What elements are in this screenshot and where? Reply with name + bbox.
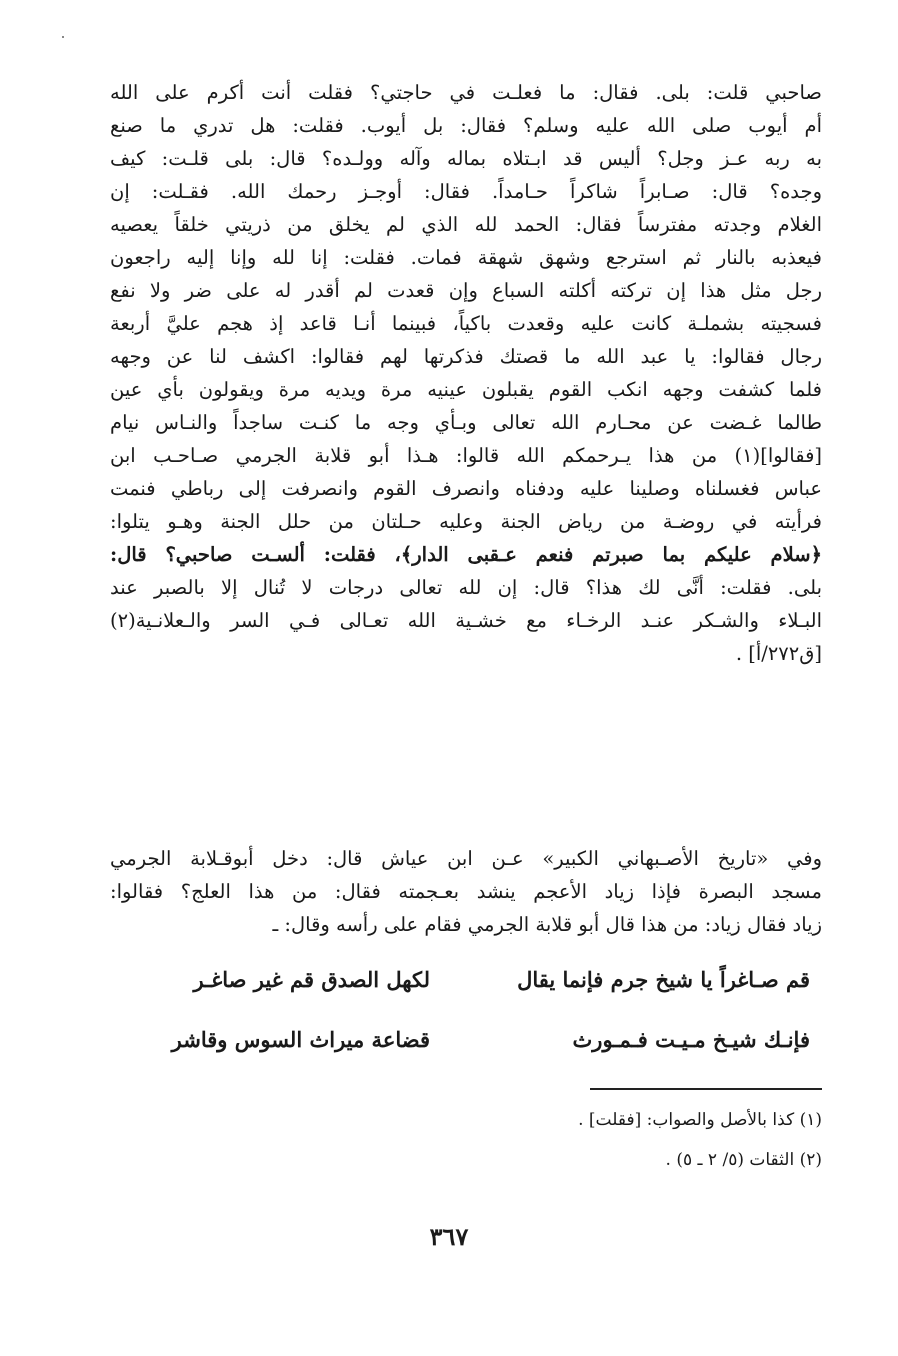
text-line: بلى. فقلت: أنَّى لك هذا؟ قال: إن لله تعالى درجات لا تُنال إلا بالصبر عند: [110, 576, 822, 599]
text-line: أم أيوب صلى الله عليه وسلم؟ فقال: بل أيوب. فقلت: هل تدري ما صنع: [110, 114, 822, 137]
text-line: به ربه عـز وجل؟ أليس قد ابـتلاه بماله وآله وولـده؟ قال: بلى قلـت: كيف: [110, 147, 822, 170]
poem-verse: [130, 1020, 810, 1080]
text-line: فسجيته بشملـة كانت عليه وقعدت باكياً، فبينما أنـا قاعد إذ هجم عليَّ أربعة: [110, 312, 822, 335]
text-line: فيعذبه بالنار ثم استرجع وشهق شهقة فمات. فقلت: إنا لله وإنا إليه راجعون: [110, 246, 822, 269]
footnote: (٢) الثقات (٥/ ٢ ـ ٥) .: [665, 1150, 822, 1170]
main-paragraph: [110, 76, 822, 670]
second-paragraph: [110, 842, 822, 941]
text-line: وفي «تاريخ الأصـبهاني الكبير» عـن ابن عياش قال: دخل أبوقـلابة الجرمي: [110, 847, 822, 870]
text-line: رجال فقالوا: يا عبد الله ما قصتك فذكرتها لهم فقالوا: اكشف لنا عن وجهه: [110, 345, 822, 368]
scan-speck: [62, 36, 64, 38]
poem: [130, 960, 810, 1080]
poem-first-hemistich: فإنـك شيـخ مـيـت فـمـورث: [572, 1027, 810, 1052]
text-line: طالما غـضت عن محـارم الله تعالى وبـأي وجه ما كنـت ساجداً والنـاس نيام: [110, 411, 822, 434]
manuscript-reference: [ق٢٧٢/أ] .: [735, 642, 822, 665]
poem-verse: [130, 960, 810, 1020]
poem-second-hemistich: قضاعة ميراث السوس وقاشر: [171, 1027, 430, 1052]
text-line: البـلاء والشـكر عنـد الرخـاء مع خشـية الله تعـالى فـي السر والـعلانـية(٢): [110, 609, 822, 632]
footnotes: [110, 1100, 822, 1180]
text-line: صاحبي قلت: بلى. فقال: ما فعلـت في حاجتي؟ فقلت أنت أكرم على الله: [110, 81, 822, 104]
quran-verse-line: ﴿سلام عليكم بما صبرتم فنعم عـقبى الدار﴾، فقلت: ألسـت صاحبي؟ قال:: [110, 543, 822, 566]
text-line: عباس فغسلناه وصلينا عليه ودفناه وانصرف القوم وانصرفت إلى رباطي فنمت: [110, 477, 822, 500]
poem-second-hemistich: لكهل الصدق قم غير صاغـر: [193, 967, 430, 992]
text-line: الغلام وجدته مفترساً فقال: الحمد لله الذي لم يخلق من ذريتي خلقاً يعصيه: [110, 213, 822, 236]
poem-first-hemistich: قم صـاغراً يا شيخ جرم فإنما يقال: [517, 967, 810, 992]
footnote: (١) كذا بالأصل والصواب: [فقلت] .: [578, 1110, 822, 1130]
page-number: ٣٦٧: [429, 1222, 469, 1251]
text-line: [فقالوا](١) من هذا يـرحمكم الله قالوا: هـذا أبو قلابة الجرمي صـاحـب ابن: [110, 444, 822, 467]
text-line: رجل مثل هذا إن تركته أكلته السباع وإن قعدت لم أقدر له على ضر ولا نفع: [110, 279, 822, 302]
text-line: فرأيته في روضـة من رياض الجنة وعليه حـلتان من حلل الجنة وهـو يتلوا:: [110, 510, 822, 533]
text-line: مسجد البصرة فإذا زياد الأعجم ينشد بعـجمته فقال: من هذا العلج؟ فقالوا:: [110, 880, 822, 903]
text-line: زياد فقال زياد: من هذا قال أبو قلابة الجرمي فقام على رأسه وقال: ـ: [272, 913, 822, 936]
footnote-separator: [590, 1088, 822, 1090]
text-line: فلما كشفت وجهه انكب القوم يقبلون عينيه مرة ويديه مرة ويقولون بأي عين: [110, 378, 822, 401]
text-line: وجده؟ قال: صـابراً شاكراً حـامداً. فقال: أوجـز رحمك الله. فقـلت: إن: [110, 180, 822, 203]
